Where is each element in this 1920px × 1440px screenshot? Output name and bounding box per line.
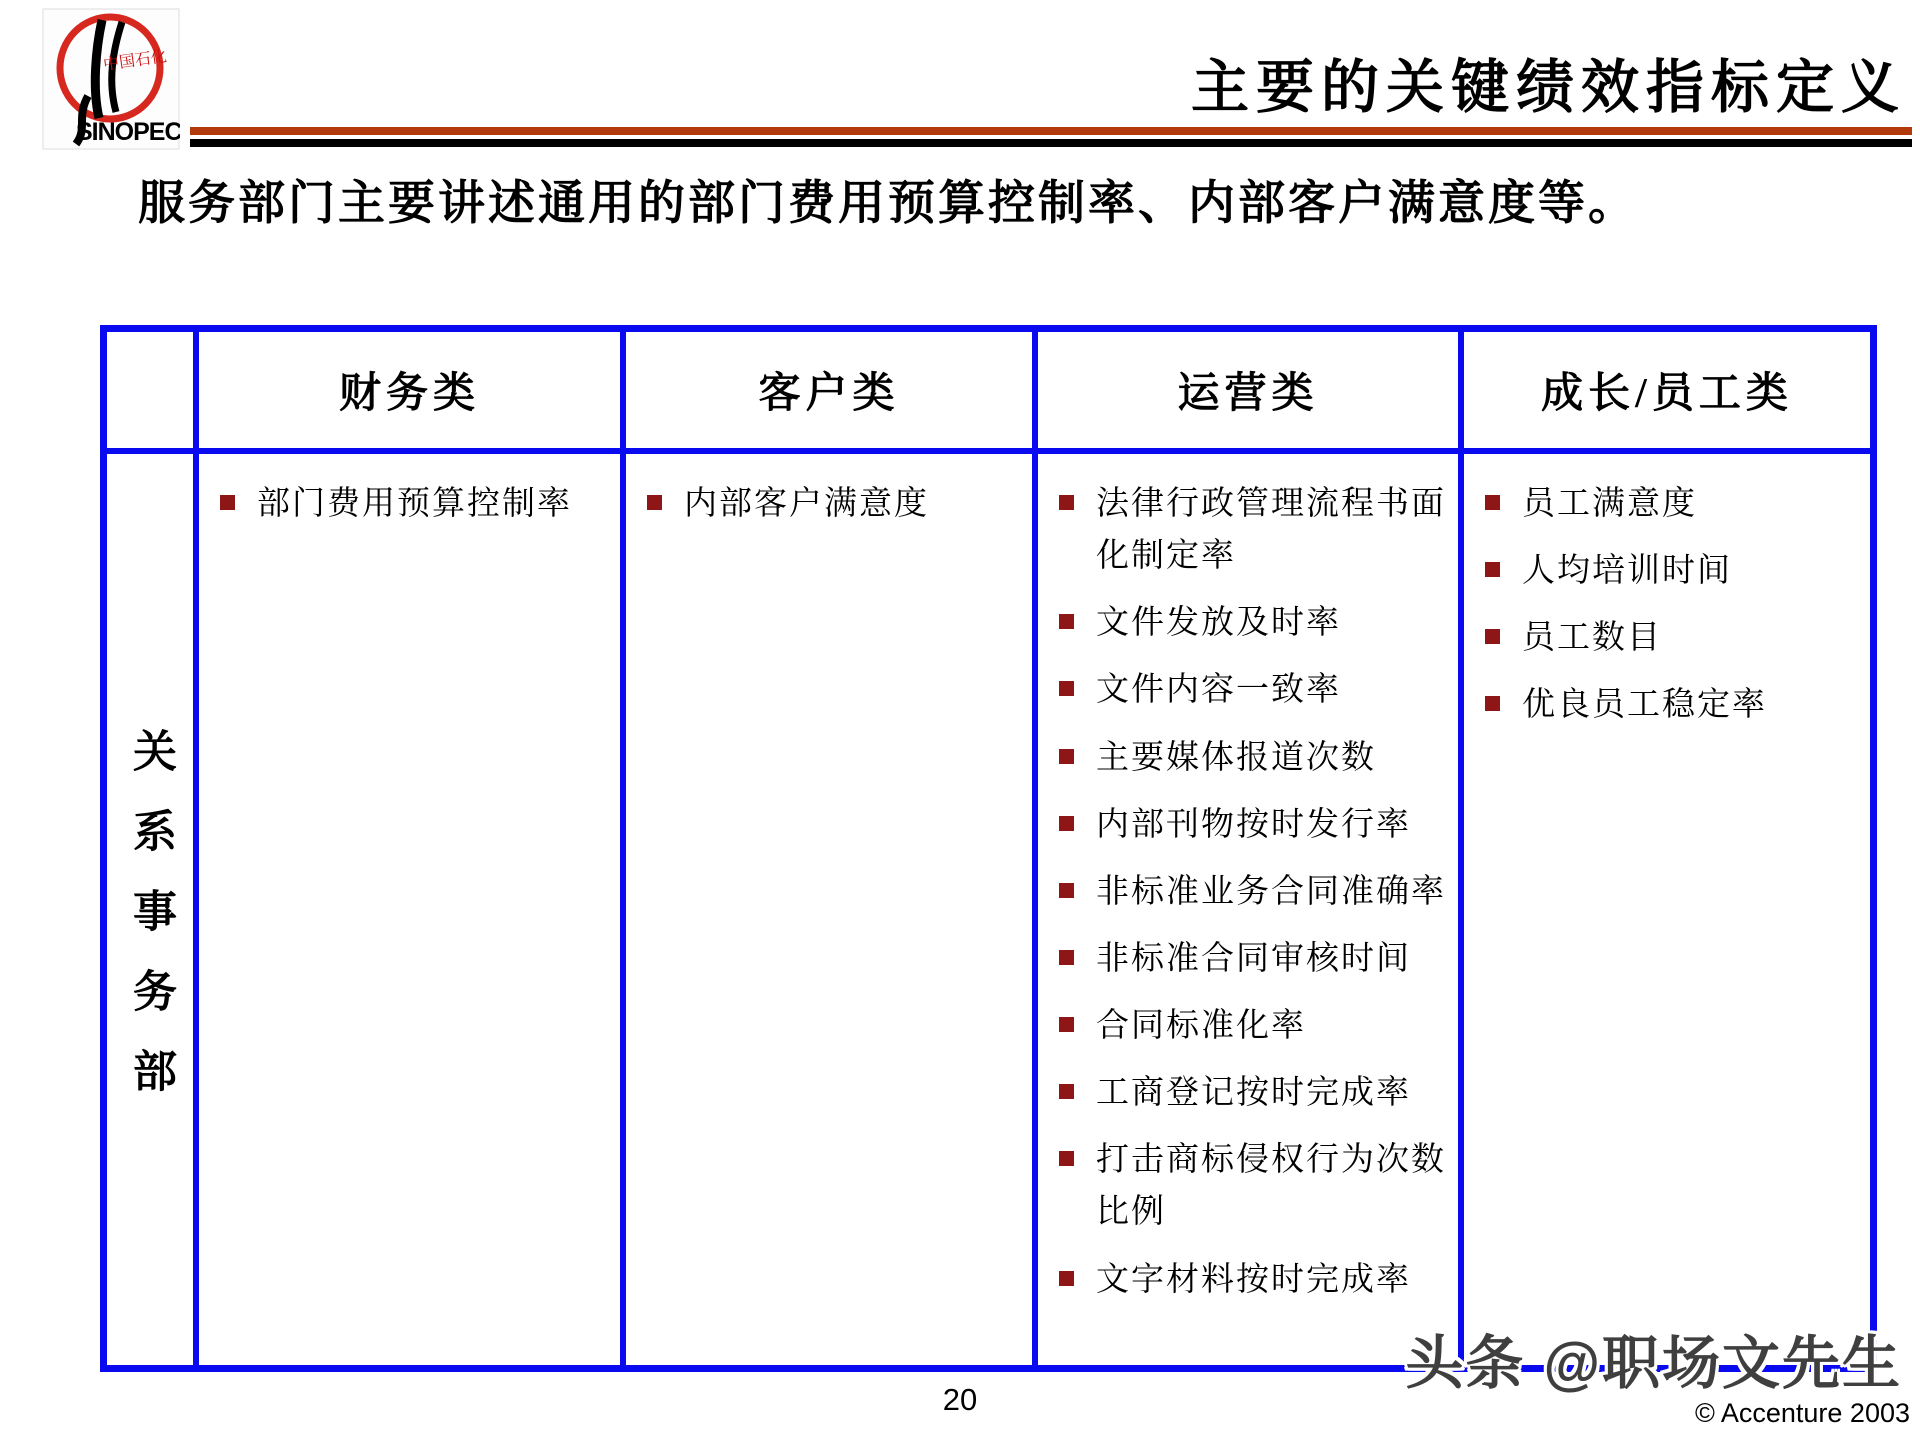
row-header-dept	[107, 454, 193, 1365]
bullet-square-icon	[1059, 614, 1074, 629]
kpi-item	[211, 478, 612, 530]
kpi-item-label: 员工数目	[1522, 620, 1662, 657]
kpi-item-label: 工商登记按时完成率	[1096, 1075, 1411, 1112]
kpi-item-label: 内部刊物按时发行率	[1096, 806, 1411, 843]
bullet-square-icon	[1485, 562, 1500, 577]
kpi-item-label: 优良员工稳定率	[1522, 687, 1767, 724]
bullet-square-icon	[1059, 495, 1074, 510]
finance-cell	[199, 454, 620, 1365]
bullet-square-icon	[1059, 950, 1074, 965]
customer-cell	[626, 454, 1032, 1365]
page-title: 主要的关键绩效指标定义	[1190, 55, 1906, 120]
header-cell-finance: 财务类	[199, 332, 620, 448]
kpi-item	[1050, 732, 1450, 784]
kpi-item	[1050, 478, 1450, 582]
sinopec-logo-svg	[42, 8, 180, 150]
kpi-item-label: 员工满意度	[1522, 486, 1697, 522]
kpi-item-label: 文字材料按时完成率	[1096, 1261, 1411, 1298]
finance-kpi-list	[211, 478, 612, 530]
kpi-item	[1050, 1067, 1450, 1119]
kpi-item	[1050, 799, 1450, 851]
page-number: 20	[942, 1382, 978, 1417]
kpi-item	[638, 478, 1024, 530]
kpi-item	[1050, 1000, 1450, 1052]
bullet-square-icon	[1059, 1084, 1074, 1099]
title-rule-black	[190, 139, 1912, 147]
logo-latin-text: SINOPEC	[76, 118, 180, 146]
bullet-square-icon	[1059, 1017, 1074, 1032]
kpi-item-label: 打击商标侵权行为次数比例	[1096, 1142, 1446, 1231]
kpi-item-label: 主要媒体报道次数	[1096, 739, 1376, 776]
customer-kpi-list	[638, 478, 1024, 530]
growth-cell	[1464, 454, 1870, 1365]
kpi-item	[1050, 1254, 1450, 1306]
kpi-item-label: 文件内容一致率	[1096, 672, 1341, 709]
title-rule-rust	[190, 127, 1912, 135]
kpi-item	[1476, 612, 1862, 664]
header-cell-empty	[107, 332, 193, 448]
kpi-item	[1050, 933, 1450, 985]
bullet-square-icon	[1059, 681, 1074, 696]
bullet-square-icon	[1485, 696, 1500, 711]
kpi-item	[1050, 597, 1450, 649]
kpi-item-label: 非标准业务合同准确率	[1096, 873, 1446, 910]
bullet-square-icon	[647, 495, 662, 510]
bullet-square-icon	[1059, 1271, 1074, 1286]
bullet-square-icon	[1485, 629, 1500, 644]
header-cell-growth: 成长/员工类	[1464, 332, 1870, 448]
header-cell-operations: 运营类	[1038, 332, 1458, 448]
kpi-item-label: 法律行政管理流程书面化制定率	[1096, 486, 1446, 575]
kpi-item	[1050, 1134, 1450, 1238]
kpi-table	[100, 325, 1877, 1372]
kpi-item-label: 人均培训时间	[1522, 553, 1732, 590]
bullet-square-icon	[1059, 1151, 1074, 1166]
kpi-item	[1050, 866, 1450, 918]
row-header-text: 关系事务部	[126, 727, 175, 1128]
kpi-item-label: 非标准合同审核时间	[1096, 940, 1411, 977]
kpi-item	[1476, 679, 1862, 731]
operations-cell	[1038, 454, 1458, 1365]
slide-subtitle: 服务部门主要讲述通用的部门费用预算控制率、内部客户满意度等。	[138, 178, 1638, 230]
kpi-item	[1476, 545, 1862, 597]
operations-kpi-list	[1050, 478, 1450, 1306]
growth-kpi-list	[1476, 478, 1862, 732]
kpi-item-label: 合同标准化率	[1096, 1008, 1306, 1044]
kpi-item-label: 内部客户满意度	[684, 486, 929, 522]
bullet-square-icon	[220, 495, 235, 510]
sinopec-logo-icon	[42, 8, 180, 150]
logo-chinese-text: 中国石化	[102, 48, 168, 74]
bullet-square-icon	[1485, 495, 1500, 510]
header-cell-customer: 客户类	[626, 332, 1032, 448]
kpi-item-label: 部门费用预算控制率	[257, 486, 572, 522]
kpi-item	[1476, 478, 1862, 530]
bullet-square-icon	[1059, 749, 1074, 764]
watermark-text: 头条 @职场文先生	[1405, 1331, 1902, 1396]
bullet-square-icon	[1059, 816, 1074, 831]
copyright-text: © Accenture 2003	[1694, 1398, 1910, 1428]
kpi-item-label: 文件发放及时率	[1096, 605, 1341, 642]
kpi-item	[1050, 664, 1450, 716]
bullet-square-icon	[1059, 883, 1074, 898]
